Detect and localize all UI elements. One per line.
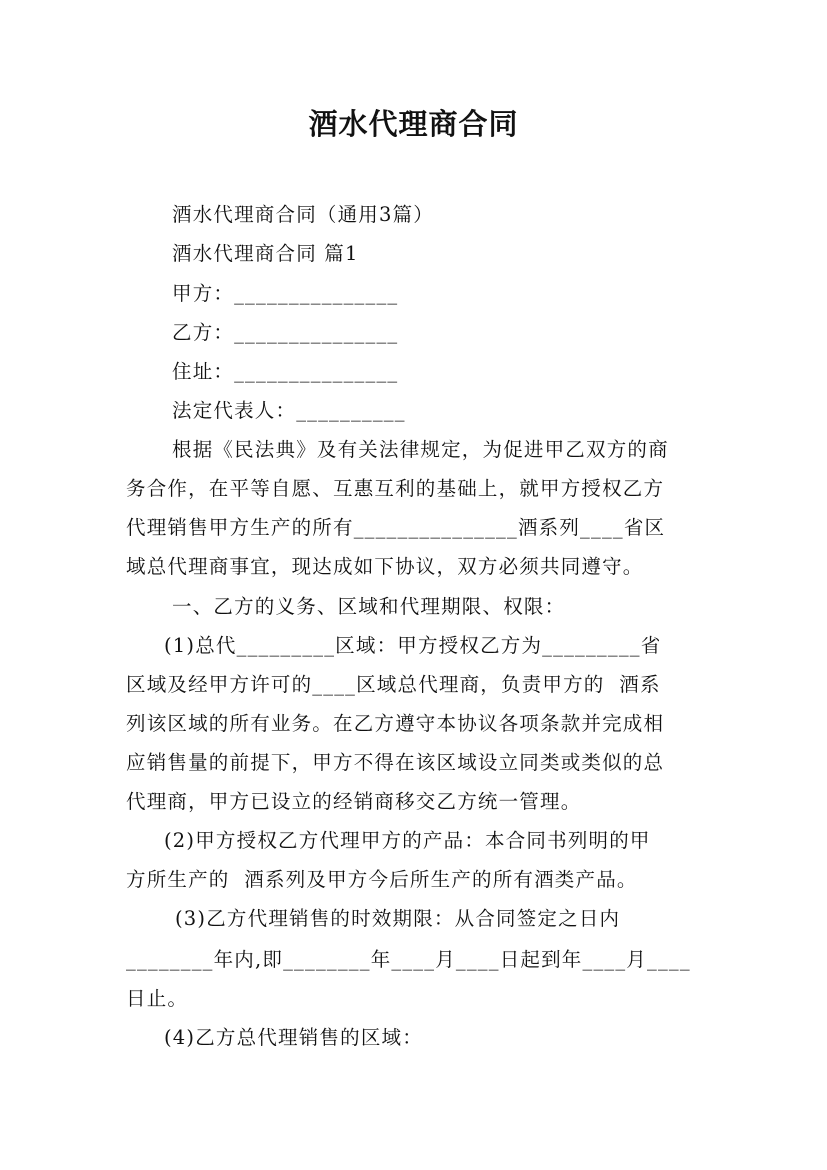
paragraph-line: 根据《民法典》及有关法律规定，为促进甲乙双方的商 (172, 438, 669, 461)
paragraph-line: 列该区域的所有业务。在乙方遵守本协议各项条款并完成相 (126, 712, 665, 735)
clause-item-2: (2)甲方授权乙方代理甲方的产品：本合同书列明的甲 (164, 829, 651, 852)
party-a-field: 甲方：_______________ (172, 282, 399, 305)
clause-item-4: (4)乙方总代理销售的区域： (164, 1026, 423, 1049)
legal-representative-field: 法定代表人：__________ (172, 399, 406, 422)
paragraph-line: ________年内,即________年____月____日起到年____月____ (126, 948, 691, 971)
clause-heading: 一、乙方的义务、区域和代理期限、权限： (172, 595, 566, 618)
clause-item-3: (3)乙方代理销售的时效期限：从合同签定之日内 (175, 907, 621, 930)
section-heading: 酒水代理商合同 篇1 (172, 242, 359, 265)
paragraph-line: 区域及经甲方许可的____区域总代理商，负责甲方的 酒系 (126, 673, 661, 696)
paragraph-line: 代理销售甲方生产的所有_______________酒系列____省区 (126, 516, 666, 539)
paragraph-line: 应销售量的前提下，甲方不得在该区域设立同类或类似的总 (126, 751, 665, 774)
paragraph-line: 务合作，在平等自愿、互惠互利的基础上，就甲方授权乙方 (126, 477, 665, 500)
paragraph-line: 方所生产的 酒系列及甲方今后所生产的所有酒类产品。 (126, 868, 638, 891)
address-field: 住址：_______________ (172, 360, 399, 383)
paragraph-line: 代理商，甲方已设立的经销商移交乙方统一管理。 (126, 790, 582, 813)
paragraph-line: 域总代理商事宜，现达成如下协议，双方必须共同遵守。 (126, 555, 644, 578)
subtitle-line: 酒水代理商合同（通用3篇） (172, 203, 435, 226)
party-b-field: 乙方：_______________ (172, 321, 399, 344)
clause-item-1: (1)总代_________区域：甲方授权乙方为_________省 (164, 634, 662, 657)
document-title: 酒水代理商合同 (308, 107, 519, 141)
paragraph-line: 日止。 (126, 987, 189, 1010)
